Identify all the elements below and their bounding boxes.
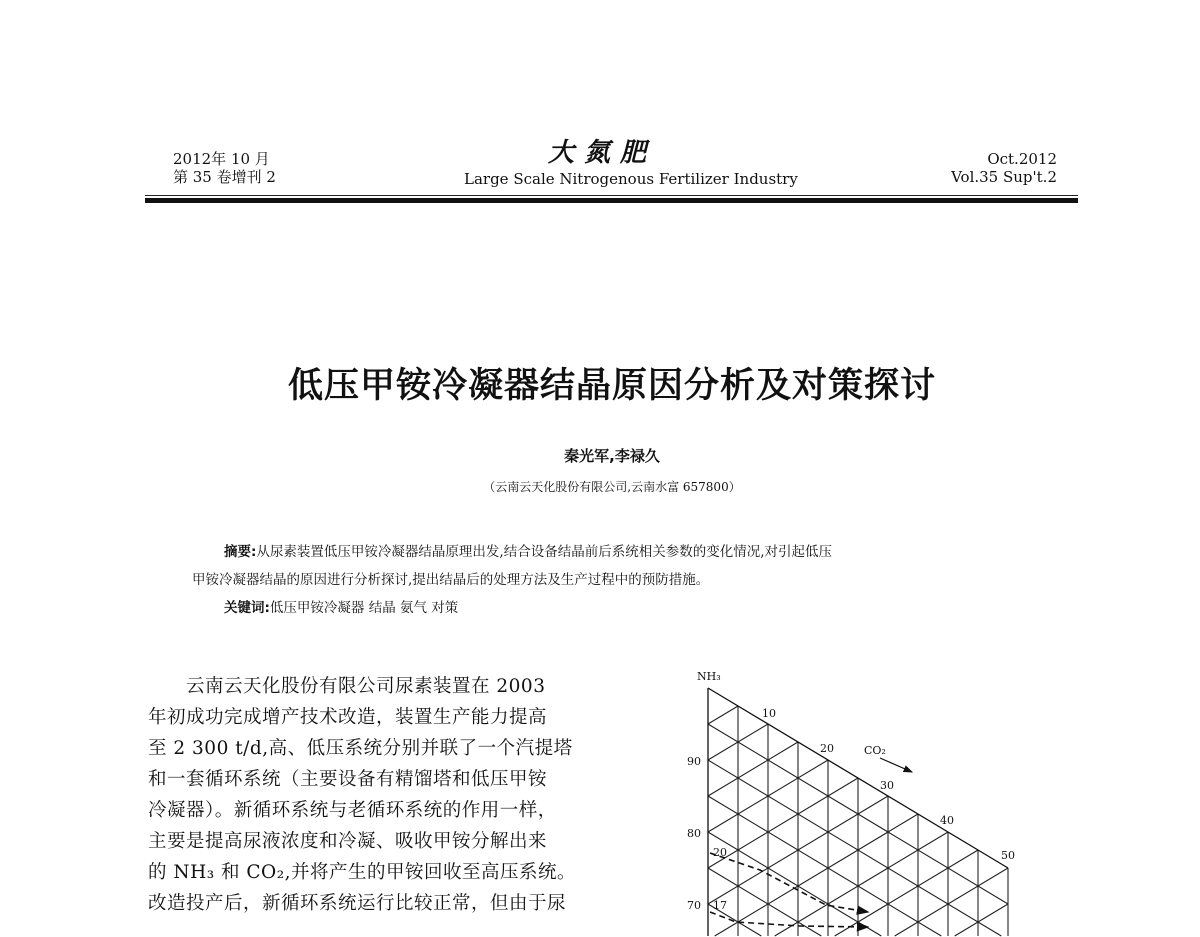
issue-volume-cn: 第 35 卷增刊 2: [173, 168, 276, 186]
journal-logo: 大氮肥: [548, 138, 657, 168]
top-tick: 10: [762, 707, 776, 720]
top-tick: 40: [940, 814, 954, 827]
left-tick: 70: [687, 899, 701, 912]
body-line: 冷凝器）。新循环系统与老循环系统的作用一样，: [148, 800, 557, 821]
curve-label: 17: [713, 899, 727, 912]
dashed-curve-20: [710, 853, 868, 912]
grid-diagonal-line: [708, 796, 941, 936]
keywords-text: 低压甲铵冷凝器 结晶 氨气 对策: [269, 600, 459, 616]
body-line: 的 NH₃ 和 CO₂,并将产生的甲铵回收至高压系统。: [148, 862, 576, 883]
curve-label: 20: [713, 846, 727, 859]
body-line: 年初成功完成增产技术改造，装置生产能力提高: [148, 707, 548, 728]
body-line: 主要是提高尿液浓度和冷凝、吸收甲铵分解出来: [148, 831, 548, 852]
article-title: 低压甲铵冷凝器结晶原因分析及对策探讨: [287, 366, 936, 406]
issue-date-cn: 2012年 10 月: [173, 150, 270, 168]
issue-volume-en: Vol.35 Sup't.2: [951, 168, 1057, 186]
abstract-label: 摘要:: [224, 544, 257, 560]
journal-name-en: Large Scale Nitrogenous Fertilizer Industry: [464, 170, 798, 188]
article-authors: 秦光军,李禄久: [564, 447, 660, 465]
abstract-line-2: 甲铵冷凝器结晶的原因进行分析探讨,提出结晶后的处理方法及生产过程中的预防措施。: [192, 572, 710, 588]
diagram-grid: [708, 706, 1008, 936]
body-line: 至 2 300 t/d,高、低压系统分别并联了一个汽提塔: [148, 738, 573, 759]
grid-diagonal-line: [895, 868, 1008, 936]
left-tick: 80: [687, 827, 701, 840]
grid-diagonal-line: [708, 760, 1001, 936]
apex-label: NH₃: [697, 670, 721, 683]
grid-diagonal-line: [835, 850, 978, 936]
abstract-text: 从尿素装置低压甲铵冷凝器结晶原理出发,结合设备结晶前后系统相关参数的变化情况,对引起低压: [256, 544, 832, 560]
keywords-label: 关键词:: [224, 600, 270, 616]
top-tick: 50: [1001, 849, 1015, 862]
top-tick: 20: [820, 742, 834, 755]
grid-diagonal-line: [708, 706, 738, 724]
article-affiliation: （云南云天化股份有限公司,云南水富 657800）: [483, 480, 741, 494]
left-tick: 90: [687, 755, 701, 768]
co2-label: CO₂: [864, 744, 886, 757]
body-line: 和一套循环系统（主要设备有精馏塔和低压甲铵: [148, 769, 548, 790]
body-line: 云南云天化股份有限公司尿素装置在 2003: [148, 676, 546, 697]
issue-date-en: Oct.2012: [987, 150, 1057, 168]
grid-diagonal-line: [955, 904, 1008, 936]
co2-arrow-icon: [880, 758, 912, 772]
grid-diagonal-line: [708, 742, 798, 796]
top-tick: 30: [880, 779, 894, 792]
body-line: 改造投产后，新循环系统运行比较正常，但由于尿: [148, 893, 567, 914]
grid-diagonal-line: [708, 778, 858, 868]
